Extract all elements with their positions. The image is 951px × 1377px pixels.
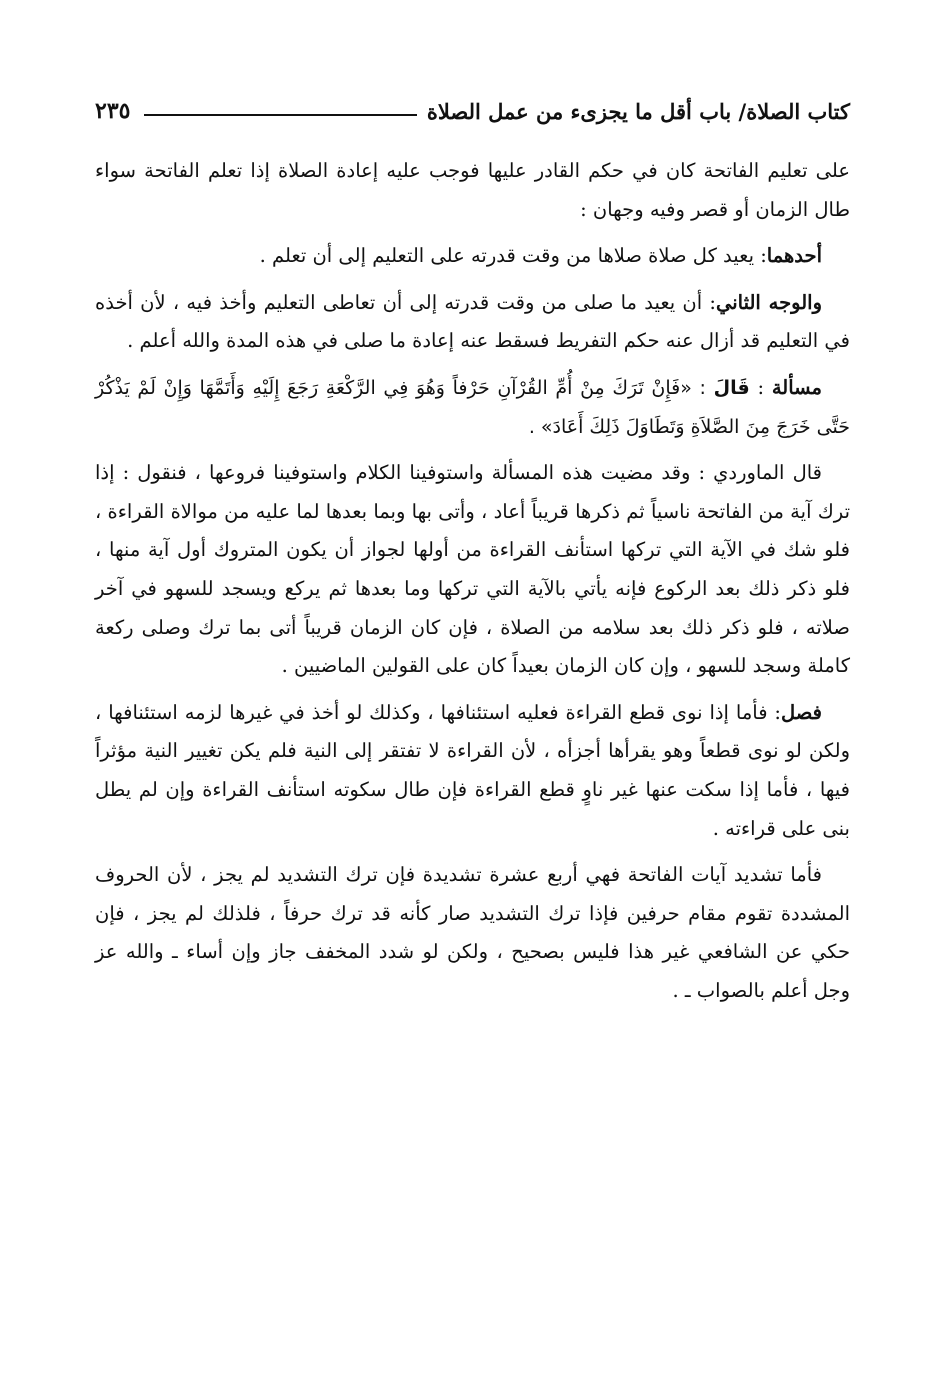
page-number: ٢٣٥ — [95, 98, 131, 124]
running-header — [95, 88, 850, 134]
paragraph-tashdid: فأما تشديد آيات الفاتحة فهي أربع عشرة تشديدة فإن ترك التشديد لم يجز ، لأن الحروف المشددة تقوم مقام حرفين فإذا ترك التشديد صار كأنه قد ترك حرفاً ، فلذلك لم يجز ، فإن حكي عن الشافعي غير هذا فليس بصحيح ، ولكن لو شدد المخفف جاز وإن أساء ـ والله عز وجل أعلم بالصواب ـ . — [95, 863, 850, 1002]
paragraph-second-view — [95, 284, 850, 361]
main-text — [95, 152, 850, 1010]
header-rule — [144, 114, 416, 116]
issue-colon: : — [749, 375, 772, 399]
paragraph-first-view — [95, 237, 850, 276]
section-text: : فأما إذا نوى قطع القراءة فعليه استئنافها ، وكذلك لو أخذ في غيرها لزمه استئنافها ، ولكن لو نوى قطعاً وهو يقرأها أجزأه ، لأن القراءة لا تفتقر إلى النية فلم يكن تغيير النية مؤثراً فيها ، فأما إذا سكت عنها غير ناوٍ قطع القراءة فإن طال سكوته استأنف القراءة وإن لم يطل بنى على قراءته . — [95, 700, 850, 840]
chapter-title: كتاب الصلاة/ باب أقل ما يجزىء من عمل الصلاة — [426, 98, 850, 124]
paragraph-continuation: على تعليم الفاتحة كان في حكم القادر عليها فوجب عليه إعادة الصلاة إذا تعلم الفاتحة سواء طال الزمان أو قصر وفيه وجهان : — [95, 159, 850, 221]
book-page — [95, 88, 850, 1010]
paragraph-section — [95, 694, 850, 848]
term-first-view: أحدهما — [766, 244, 822, 268]
second-view-text: : أن يعيد ما صلى من وقت قدرته إلى أن تعاطى التعليم وأخذ فيه ، لأن أخذه في التعليم قد أزال عنه حكم التفريط فسقط عنه إعادة ما صلى في هذه المدة والله أعلم . — [95, 290, 850, 353]
paragraph-issue — [95, 369, 850, 446]
first-view-text: : يعيد كل صلاة صلاها من وقت قدرته على التعليم إلى أن تعلم . — [259, 244, 767, 268]
term-issue: مسألة — [771, 375, 823, 399]
term-said: قَالَ — [713, 376, 750, 399]
term-section: فصل — [781, 700, 822, 724]
paragraph-mawardi: قال الماوردي : وقد مضيت هذه المسألة واستوفينا الكلام واستوفينا فروعها ، فنقول : إذا ترك آية من الفاتحة ناسياً ثم ذكرها قريباً أعاد ، وأتى بها وبما بعدها لما عليه من موالاة القراءة ، فلو شك في الآية التي تركها استأنف القراءة من أولها لجواز أن يكون المتروك أول آية منها ، فلو ذكر ذلك بعد الركوع فإنه يأتي بالآية التي تركها وما بعدها ثم يركع ويسجد للسهو في آخر صلاته ، فلو ذكر ذلك بعد سلامه من الصلاة ، فإن كان الزمان قريباً أتى بما ترك وصلى ركعة كاملة وسجد للسهو ، وإن كان الزمان بعيداً كان على القولين الماضيين . — [95, 461, 850, 678]
term-second-view: والوجه الثاني — [715, 290, 822, 314]
imam-quote: : «فَإِنْ تَرَكَ مِنْ أُمِّ القُرْآنِ حَرْفاً وَهُوَ فِي الرَّكْعَةِ رَجَعَ إِلَيْهِ وَأَتَمَّهَا وَإِنْ لَمْ يَذْكُرْ حَتَّى خَرَجَ مِنَ الصَّلاَةِ وَتَطَاوَلَ ذَلِكَ أَعَادَ» . — [95, 376, 850, 438]
